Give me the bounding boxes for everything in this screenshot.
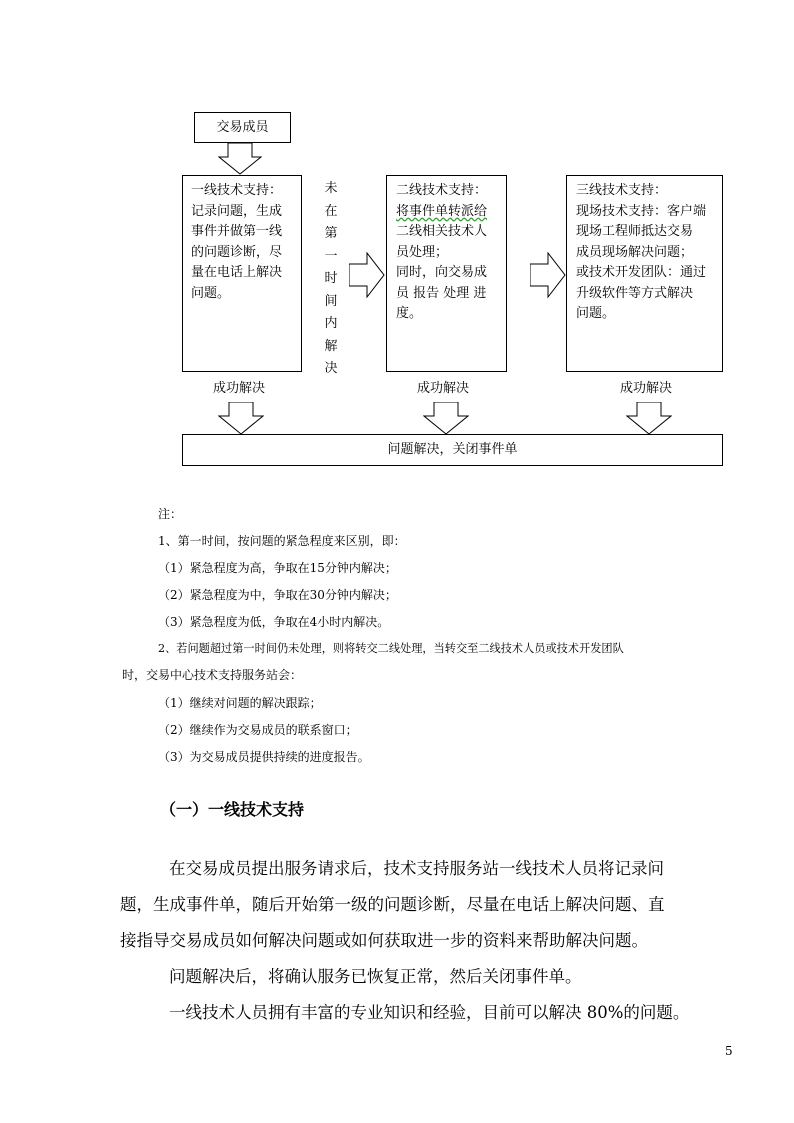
escalation-char: 在 bbox=[324, 203, 338, 219]
note-line: 时，交易中心技术支持服务站会： bbox=[122, 668, 303, 682]
note-line: （2）紧急程度为中，争取在30分钟内解决； bbox=[158, 588, 397, 602]
second-line-text-line: 员处理； bbox=[396, 244, 449, 260]
third-line-text-line: 问题。 bbox=[576, 306, 616, 321]
body-paragraph-line: 问题解决后，将确认服务已恢复正常，然后关闭事件单。 bbox=[169, 967, 582, 986]
first-line-support-box bbox=[182, 175, 302, 372]
third-line-text-line: 或技术开发团队：通过 bbox=[576, 265, 707, 280]
resolved-box-label: 问题解决，关闭事件单 bbox=[387, 442, 518, 457]
third-line-text-line: 现场技术支持：客户端 bbox=[576, 203, 707, 219]
body-paragraph-line: 在交易成员提出服务请求后，技术支持服务站一线技术人员将记录问 bbox=[169, 859, 664, 878]
notes-title: 注： bbox=[158, 507, 183, 521]
first-line-text-line: 事件并做第一线 bbox=[191, 224, 283, 239]
right-arrow-icon bbox=[349, 252, 385, 298]
second-line-text-line: 二线技术支持： bbox=[396, 183, 488, 198]
second-line-text-line: 度。 bbox=[396, 306, 423, 321]
first-line-text-line: 量在电话上解决 bbox=[191, 265, 283, 280]
note-line: （1）紧急程度为高，争取在15分钟内解决； bbox=[158, 561, 397, 575]
success-label: 成功解决 bbox=[213, 381, 266, 396]
first-line-support-text bbox=[191, 181, 295, 304]
second-line-text-line: 将事件单转派给 bbox=[396, 203, 488, 219]
note-line: 1、第一时间，按问题的紧急程度来区别，即： bbox=[158, 534, 406, 548]
third-line-support-box bbox=[566, 175, 723, 372]
body-paragraph-line: 一线技术人员拥有丰富的专业知识和经验，目前可以解决 80%的问题。 bbox=[169, 1003, 690, 1022]
third-line-text-line: 现场工程师抵达交易 bbox=[576, 224, 694, 239]
member-box bbox=[194, 112, 291, 143]
escalation-char: 内 bbox=[324, 316, 338, 331]
body-paragraph-line: 题，生成事件单，随后开始第一级的问题诊断，尽量在电话上解决问题、直 bbox=[120, 895, 665, 914]
success-label: 成功解决 bbox=[620, 381, 673, 396]
escalation-char: 决 bbox=[324, 361, 338, 376]
third-line-text-line: 三线技术支持： bbox=[576, 183, 668, 198]
third-line-support-text bbox=[576, 181, 716, 325]
down-arrow-icon bbox=[423, 402, 469, 435]
second-line-support-box bbox=[386, 175, 507, 372]
note-line: 2、若问题超过第一时间仍未处理，则将转交二线处理，当转交至二线技术人员或技术开发团队 bbox=[158, 642, 624, 655]
section-heading: （一）一线技术支持 bbox=[160, 800, 305, 819]
escalation-char: 第 bbox=[324, 226, 338, 241]
success-label: 成功解决 bbox=[417, 381, 470, 396]
resolved-box bbox=[182, 434, 723, 466]
second-line-support-text bbox=[396, 181, 500, 325]
escalation-vertical-text bbox=[322, 178, 340, 381]
first-line-text-line: 一线技术支持： bbox=[191, 183, 283, 198]
third-line-text-line: 升级软件等方式解决 bbox=[576, 285, 694, 301]
page-number: 5 bbox=[725, 1044, 733, 1058]
note-line: （1）继续对问题的解决跟踪； bbox=[158, 696, 322, 710]
escalation-char: 间 bbox=[324, 293, 338, 309]
third-line-text-line: 成员现场解决问题； bbox=[576, 244, 694, 260]
escalation-char: 未 bbox=[324, 181, 338, 196]
down-arrow-icon bbox=[218, 143, 262, 175]
right-arrow-icon bbox=[530, 252, 566, 298]
first-line-text-line: 问题。 bbox=[191, 285, 231, 301]
down-arrow-icon bbox=[626, 402, 672, 435]
note-line: （3）紧急程度为低，争取在4小时内解决。 bbox=[158, 615, 390, 629]
member-box-label: 交易成员 bbox=[216, 120, 269, 135]
first-line-text-line: 记录问题，生成 bbox=[191, 203, 283, 219]
second-line-text-line: 二线相关技术人 bbox=[396, 224, 488, 239]
note-line: （3）为交易成员提供持续的进度报告。 bbox=[158, 750, 370, 764]
escalation-char: 一 bbox=[324, 248, 338, 264]
escalation-char: 时 bbox=[324, 271, 338, 286]
first-line-text-line: 的问题诊断，尽 bbox=[191, 244, 283, 260]
second-line-text-line: 员 报告 处理 进 bbox=[396, 285, 487, 301]
second-line-text-line: 同时，向交易成 bbox=[396, 265, 488, 280]
body-paragraph-line: 接指导交易成员如何解决问题或如何获取进一步的资料来帮助解决问题。 bbox=[120, 931, 648, 950]
escalation-char: 解 bbox=[324, 338, 338, 354]
note-line: （2）继续作为交易成员的联系窗口； bbox=[158, 723, 358, 737]
down-arrow-icon bbox=[218, 402, 264, 435]
